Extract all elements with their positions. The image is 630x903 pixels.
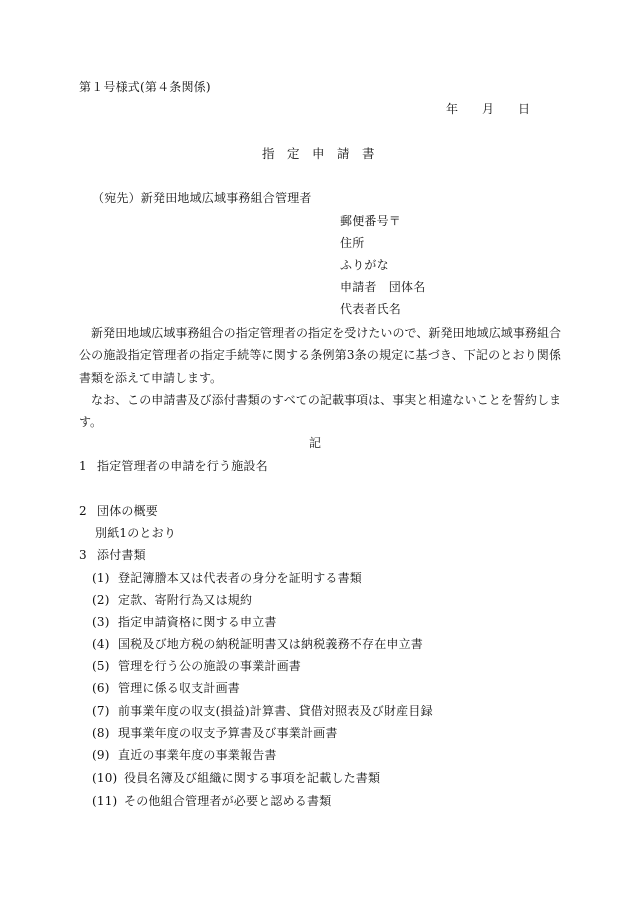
attachment-item: (9) 直近の事業年度の事業報告書 xyxy=(92,748,277,762)
attachment-item: (2) 定款、寄附行為又は規約 xyxy=(92,593,253,607)
attachment-item: (6) 管理に係る収支計画書 xyxy=(92,681,241,695)
date-year: 年 xyxy=(446,102,459,116)
section-number: 3 xyxy=(79,548,87,562)
body-text xyxy=(79,322,561,433)
section-label: 添付書類 xyxy=(97,548,146,562)
date-line xyxy=(446,103,530,115)
form-number: 第１号様式(第４条関係) xyxy=(79,80,211,94)
attachment-item: (1) 登記簿謄本又は代表者の身分を証明する書類 xyxy=(92,571,363,585)
section-3 xyxy=(79,549,146,561)
attachment-item: (8) 現事業年度の収支予算書及び事業計画書 xyxy=(92,726,338,740)
section-number: 2 xyxy=(79,504,87,518)
date-month: 月 xyxy=(482,102,495,116)
section-label: 指定管理者の申請を行う施設名 xyxy=(97,459,268,473)
attachment-item: (10) 役員名簿及び組織に関する事項を記載した書類 xyxy=(92,771,381,785)
section-2 xyxy=(79,505,158,517)
document-title: 指定申請書 xyxy=(262,146,388,161)
section-2-detail: 別紙1のとおり xyxy=(95,526,177,540)
date-day: 日 xyxy=(518,102,531,116)
ki-label: 記 xyxy=(309,436,322,450)
attachment-item: (4) 国税及び地方税の納税証明書又は納税義務不存在申立書 xyxy=(92,637,424,651)
attachment-item: (5) 管理を行う公の施設の事業計画書 xyxy=(92,659,302,673)
attachment-item: (3) 指定申請資格に関する申立書 xyxy=(92,615,277,629)
attachment-item: (7) 前事業年度の収支(損益)計算書、貸借対照表及び財産目録 xyxy=(92,704,433,718)
body-paragraph: なお、この申請書及び添付書類のすべての記載事項は、事実と相違ないことを誓約します。 xyxy=(79,392,561,430)
address-field: 住所 xyxy=(340,236,365,250)
addressee: （宛先）新発田地域広域事務組合管理者 xyxy=(92,191,312,205)
attachment-item: (11) その他組合管理者が必要と認める書類 xyxy=(92,794,332,808)
representative-name-field: 代表者氏名 xyxy=(340,302,402,316)
section-1 xyxy=(79,460,268,472)
section-number: 1 xyxy=(79,459,87,473)
postal-code-field: 郵便番号〒 xyxy=(340,214,402,228)
body-paragraph: 新発田地域広域事務組合の指定管理者の指定を受けたいので、新発田地域広域事務組合公の施設指定管理者の指定手続等に関する条例第3条の規定に基づき、下記のとおり関係書類を添えて申請します。 xyxy=(79,326,561,385)
organization-name-field: 申請者 団体名 xyxy=(340,280,426,294)
furigana-field: ふりがな xyxy=(340,258,389,272)
section-label: 団体の概要 xyxy=(97,504,159,518)
